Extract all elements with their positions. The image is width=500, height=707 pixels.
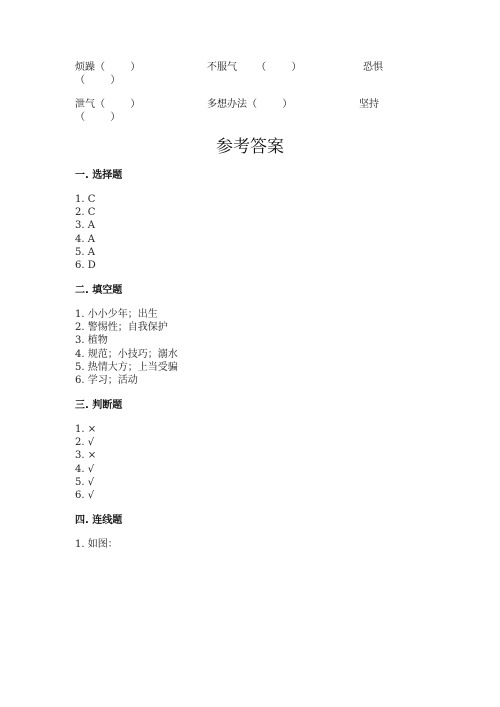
list-item: 3. 植物 <box>75 335 108 347</box>
list-item: 6. 学习；活动 <box>75 374 138 386</box>
word-cell: 烦躁（ ） <box>75 62 141 73</box>
word-cell: 不服气 （ ） <box>207 62 302 73</box>
list-item: 5. √ <box>75 476 95 488</box>
list-item: 3. A <box>75 220 95 232</box>
list-item: 4. 规范；小技巧；溺水 <box>75 348 178 360</box>
list-item: 4. A <box>75 233 95 245</box>
word-cell: 泄气（ ） <box>75 99 141 110</box>
list-item: 5. 热情大方；上当受骗 <box>75 361 178 373</box>
list-item: 5. A <box>75 246 95 258</box>
page-title: 参考答案 <box>216 137 284 157</box>
answer-list <box>75 193 96 272</box>
list-item: 2. C <box>75 207 96 219</box>
section-heading: 一. 选择题 <box>75 170 123 181</box>
list-item: 6. √ <box>75 489 95 501</box>
word-cell: 恐惧 <box>363 62 383 73</box>
answer-list <box>75 308 178 387</box>
word-cell-wrap: （ ） <box>75 75 121 86</box>
list-item: 1. C <box>75 194 96 205</box>
list-item: 1. 如图： <box>75 539 118 550</box>
list-item: 6. D <box>75 259 96 271</box>
section-heading: 四. 连线题 <box>75 515 123 526</box>
section-heading: 二. 填空题 <box>75 285 123 296</box>
section-heading: 三. 判断题 <box>75 400 123 411</box>
list-item: 2. 警惕性；自我保护 <box>75 322 168 334</box>
answer-list <box>75 423 96 502</box>
list-item: 4. √ <box>75 463 95 475</box>
answer-list <box>75 538 118 551</box>
list-item: 1. 小小少年；出生 <box>75 309 158 320</box>
list-item: 3. × <box>75 450 97 462</box>
list-item: 2. √ <box>75 437 95 449</box>
word-cell: 坚持 <box>359 99 379 110</box>
word-cell: 多想办法（ ） <box>207 99 293 110</box>
list-item: 1. × <box>75 424 97 435</box>
word-cell-wrap: （ ） <box>75 112 121 123</box>
